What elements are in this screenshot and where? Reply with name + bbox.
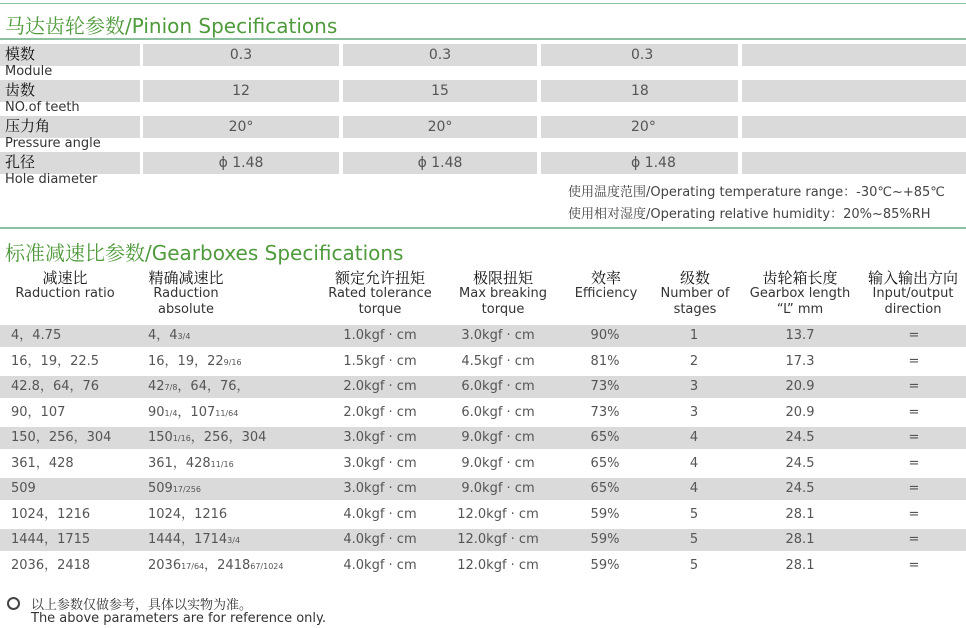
pinion-row-label [5, 44, 140, 80]
max-torque-cell: 12.0kgf · cm [457, 506, 539, 522]
header-en-line1: Input/output [872, 286, 954, 301]
table-row [0, 555, 966, 577]
stages-cell: 4 [689, 455, 699, 471]
max-torque-cell: 3.0kgf · cm [461, 328, 535, 343]
stages-cell: 4 [689, 481, 699, 496]
max-torque-cell: 6.0kgf · cm [461, 379, 535, 394]
stages-cell: 1 [689, 328, 699, 343]
stages-cell: 5 [689, 557, 699, 573]
header-en-line1: Efficiency [574, 286, 638, 301]
fraction-text: 11/64 [215, 408, 239, 418]
fraction-text: 1/16 [172, 434, 191, 443]
gearbox-length-cell: 13.7 [785, 328, 815, 343]
fraction-text: 17/64 [181, 561, 205, 571]
reduction-ratio-cell: 16，19，22.5 [11, 353, 100, 369]
max-torque-cell: 12.0kgf · cm [457, 557, 539, 573]
rated-torque-cell: 3.0kgf · cm [343, 430, 417, 445]
max-torque-cell: 12.0kgf · cm [457, 532, 539, 547]
absolute-ratio-cell [148, 427, 266, 450]
rated-torque-cell: 4.0kgf · cm [343, 506, 417, 522]
fraction-text: 1/4 [164, 408, 178, 418]
efficiency-cell: 59% [590, 506, 620, 522]
fraction-text: 17/256 [172, 485, 201, 494]
pinion-value-cell: 20° [343, 116, 537, 138]
pinion-value-cell: 20° [143, 116, 339, 138]
rated-torque-cell: 3.0kgf · cm [343, 481, 417, 496]
pinion-value-cell: 12 [143, 80, 339, 102]
table-row [0, 478, 966, 500]
max-torque-cell: 9.0kgf · cm [461, 430, 535, 445]
pinion-row [0, 116, 966, 152]
ratio-text: 1444，1714 [148, 532, 228, 547]
rated-torque-cell: 1.0kgf · cm [343, 328, 417, 343]
gearbox-length-cell: 28.1 [785, 506, 815, 522]
note-zh: 以上参数仅做参考，具体以实物为准。 [31, 598, 253, 613]
pinion-value-cell: 0.3 [541, 44, 738, 66]
pinion-label-zh: 压力角 [5, 117, 51, 135]
efficiency-cell: 65% [590, 430, 620, 445]
rated-torque-cell: 4.0kgf · cm [343, 532, 417, 547]
ratio-text: 4，4 [148, 328, 178, 343]
reduction-ratio-cell: 1024，1216 [11, 506, 91, 522]
header-en-line2: absolute [158, 302, 214, 317]
stages-cell: 2 [689, 353, 699, 369]
pinion-value-cell: ϕ 1.48 [143, 152, 339, 174]
table-row [0, 529, 966, 551]
direction-cell: = [908, 532, 920, 547]
ratio-text: 1024，1216 [148, 506, 228, 522]
header-zh: 齿轮箱长度 [762, 269, 838, 287]
efficiency-cell: 65% [590, 455, 620, 471]
pinion-label-en: Pressure angle [5, 136, 101, 151]
absolute-ratio-cell [148, 376, 250, 399]
ratio-text: 150 [148, 430, 173, 445]
fraction-text: 9/16 [223, 357, 242, 367]
pinion-row-label [5, 116, 140, 152]
header-en-line1: Number of [660, 286, 730, 301]
direction-cell: = [908, 404, 920, 420]
reduction-ratio-cell: 509 [11, 481, 36, 496]
gearbox-length-cell: 24.5 [785, 481, 815, 496]
absolute-ratio-cell [148, 529, 240, 552]
fraction-text: 3/4 [227, 536, 241, 545]
absolute-ratio-cell [148, 478, 201, 501]
gearbox-column-header [860, 270, 966, 318]
ratio-text: 42 [148, 379, 165, 394]
rated-torque-cell: 4.0kgf · cm [343, 557, 417, 573]
gearbox-column-header [318, 270, 442, 318]
pinion-value-cell: ϕ 1.48 [541, 152, 738, 174]
pinion-value-cell: 15 [343, 80, 537, 102]
efficiency-cell: 90% [590, 328, 620, 343]
header-en-line1: Max breaking [459, 286, 547, 301]
reduction-ratio-cell: 4，4.75 [11, 328, 62, 343]
max-torque-cell: 4.5kgf · cm [461, 353, 535, 369]
direction-cell: = [908, 481, 920, 496]
ratio-text: ，256，304 [190, 430, 267, 445]
rated-torque-cell: 2.0kgf · cm [343, 379, 417, 394]
rated-torque-cell: 3.0kgf · cm [343, 455, 417, 471]
pinion-value-cell: 0.3 [143, 44, 339, 66]
ratio-text: 2036 [148, 557, 182, 573]
rated-torque-cell: 1.5kgf · cm [343, 353, 417, 369]
fraction-text: 3/4 [177, 332, 191, 341]
table-row [0, 453, 966, 475]
header-en-line1: Raduction ratio [15, 286, 115, 301]
stages-cell: 3 [689, 404, 699, 420]
gearbox-column-header [5, 270, 125, 302]
header-en-line2: direction [884, 302, 942, 317]
gearbox-length-cell: 20.9 [785, 379, 815, 394]
direction-cell: = [908, 455, 920, 471]
efficiency-cell: 65% [590, 481, 620, 496]
header-zh: 减速比 [42, 269, 88, 287]
direction-cell: = [908, 379, 920, 394]
gearbox-length-cell: 20.9 [785, 404, 815, 420]
gearbox-column-header [448, 270, 558, 318]
direction-cell: = [908, 506, 920, 522]
stages-cell: 5 [689, 506, 699, 522]
absolute-ratio-cell [148, 504, 227, 526]
max-torque-cell: 9.0kgf · cm [461, 455, 535, 471]
absolute-ratio-cell [148, 555, 283, 578]
direction-cell: = [908, 557, 920, 573]
efficiency-cell: 73% [590, 404, 620, 420]
gearbox-top-rule [0, 227, 966, 229]
humidity-note: 使用相对湿度/Operating relative humidity：20%~85%RH [568, 207, 931, 222]
pinion-section-title: 马达齿轮参数/Pinion Specifications [5, 14, 338, 38]
absolute-ratio-cell [148, 325, 190, 348]
pinion-empty-cell [742, 152, 966, 174]
absolute-ratio-cell [148, 351, 242, 374]
pinion-row-label [5, 80, 140, 116]
pinion-label-zh: 模数 [5, 45, 36, 63]
table-row [0, 376, 966, 398]
pinion-label-en: Hole diameter [5, 172, 98, 187]
header-zh: 极限扭矩 [472, 269, 533, 287]
max-torque-cell: 9.0kgf · cm [461, 481, 535, 496]
table-row [0, 402, 966, 424]
reduction-ratio-cell: 150，256，304 [11, 430, 112, 445]
top-rule [0, 3, 966, 4]
reduction-ratio-cell: 90，107 [11, 404, 66, 420]
pinion-row [0, 44, 966, 80]
pinion-label-en: NO.of teeth [5, 100, 80, 115]
gearbox-length-cell: 28.1 [785, 532, 815, 547]
pinion-value-cell: 18 [541, 80, 738, 102]
pinion-empty-cell [742, 44, 966, 66]
ratio-text: ，64，76， [177, 379, 250, 394]
pinion-row [0, 80, 966, 116]
pinion-value-cell: 20° [541, 116, 738, 138]
ratio-text: 90 [148, 404, 165, 420]
stages-cell: 3 [689, 379, 699, 394]
direction-cell: = [908, 353, 920, 369]
max-torque-cell: 6.0kgf · cm [461, 404, 535, 420]
reduction-ratio-cell: 361，428 [11, 455, 74, 471]
pinion-label-en: Module [5, 64, 53, 79]
stages-cell: 4 [689, 430, 699, 445]
pinion-value-cell: 0.3 [343, 44, 537, 66]
header-zh: 精确减速比 [148, 269, 224, 287]
header-zh: 效率 [590, 269, 621, 287]
pinion-title-rule [0, 38, 966, 40]
fraction-text: 67/1024 [250, 561, 284, 571]
gearbox-length-cell: 24.5 [785, 455, 815, 471]
header-en-line2: stages [673, 302, 717, 317]
header-en-line2: torque [358, 302, 402, 317]
absolute-ratio-cell [148, 453, 234, 476]
reduction-ratio-cell: 42.8，64，76 [11, 379, 100, 394]
table-row [0, 504, 966, 526]
circle-bullet-icon [7, 597, 20, 610]
gearbox-length-cell: 17.3 [785, 353, 815, 369]
efficiency-cell: 73% [590, 379, 620, 394]
pinion-empty-cell [742, 80, 966, 102]
temperature-note: 使用温度范围/Operating temperature range：-30℃~+85℃ [568, 185, 945, 200]
gearbox-column-header [652, 270, 738, 318]
direction-cell: = [908, 430, 920, 445]
pinion-value-cell: ϕ 1.48 [343, 152, 537, 174]
direction-cell: = [908, 328, 920, 343]
fraction-text: 7/8 [164, 383, 178, 392]
header-en-line2: “L” mm [776, 302, 824, 317]
ratio-text: 16，19，22 [148, 353, 224, 369]
header-zh: 输入输出方向 [867, 269, 958, 287]
header-zh: 级数 [679, 269, 710, 287]
ratio-text: ，2418 [204, 557, 251, 573]
ratio-text: 361，428 [148, 455, 211, 471]
table-row [0, 325, 966, 347]
gearbox-length-cell: 24.5 [785, 430, 815, 445]
note-en: The above parameters are for reference only. [31, 611, 326, 626]
table-row [0, 351, 966, 373]
gearbox-length-cell: 28.1 [785, 557, 815, 573]
gearbox-section-title: 标准减速比参数/Gearboxes Specifications [5, 241, 404, 265]
pinion-empty-cell [742, 116, 966, 138]
efficiency-cell: 81% [590, 353, 620, 369]
header-en-line1: Rated tolerance [328, 286, 432, 301]
gearbox-column-header [563, 270, 649, 302]
efficiency-cell: 59% [590, 532, 620, 547]
ratio-text: 509 [148, 481, 173, 496]
stages-cell: 5 [689, 532, 699, 547]
absolute-ratio-cell [148, 402, 238, 425]
pinion-row-label [5, 152, 140, 188]
rated-torque-cell: 2.0kgf · cm [343, 404, 417, 420]
header-en-line1: Gearbox length [749, 286, 851, 301]
pinion-label-zh: 孔径 [5, 153, 36, 171]
table-row [0, 427, 966, 449]
header-en-line2: torque [481, 302, 525, 317]
pinion-label-zh: 齿数 [5, 81, 36, 99]
ratio-text: ，107 [177, 404, 216, 420]
gearbox-column-header [140, 270, 232, 318]
gearbox-column-header [742, 270, 858, 318]
header-en-line1: Raduction [153, 286, 219, 301]
header-zh: 额定允许扭矩 [334, 269, 425, 287]
fraction-text: 11/16 [210, 459, 234, 469]
reduction-ratio-cell: 2036，2418 [11, 557, 91, 573]
efficiency-cell: 59% [590, 557, 620, 573]
reduction-ratio-cell: 1444，1715 [11, 532, 91, 547]
